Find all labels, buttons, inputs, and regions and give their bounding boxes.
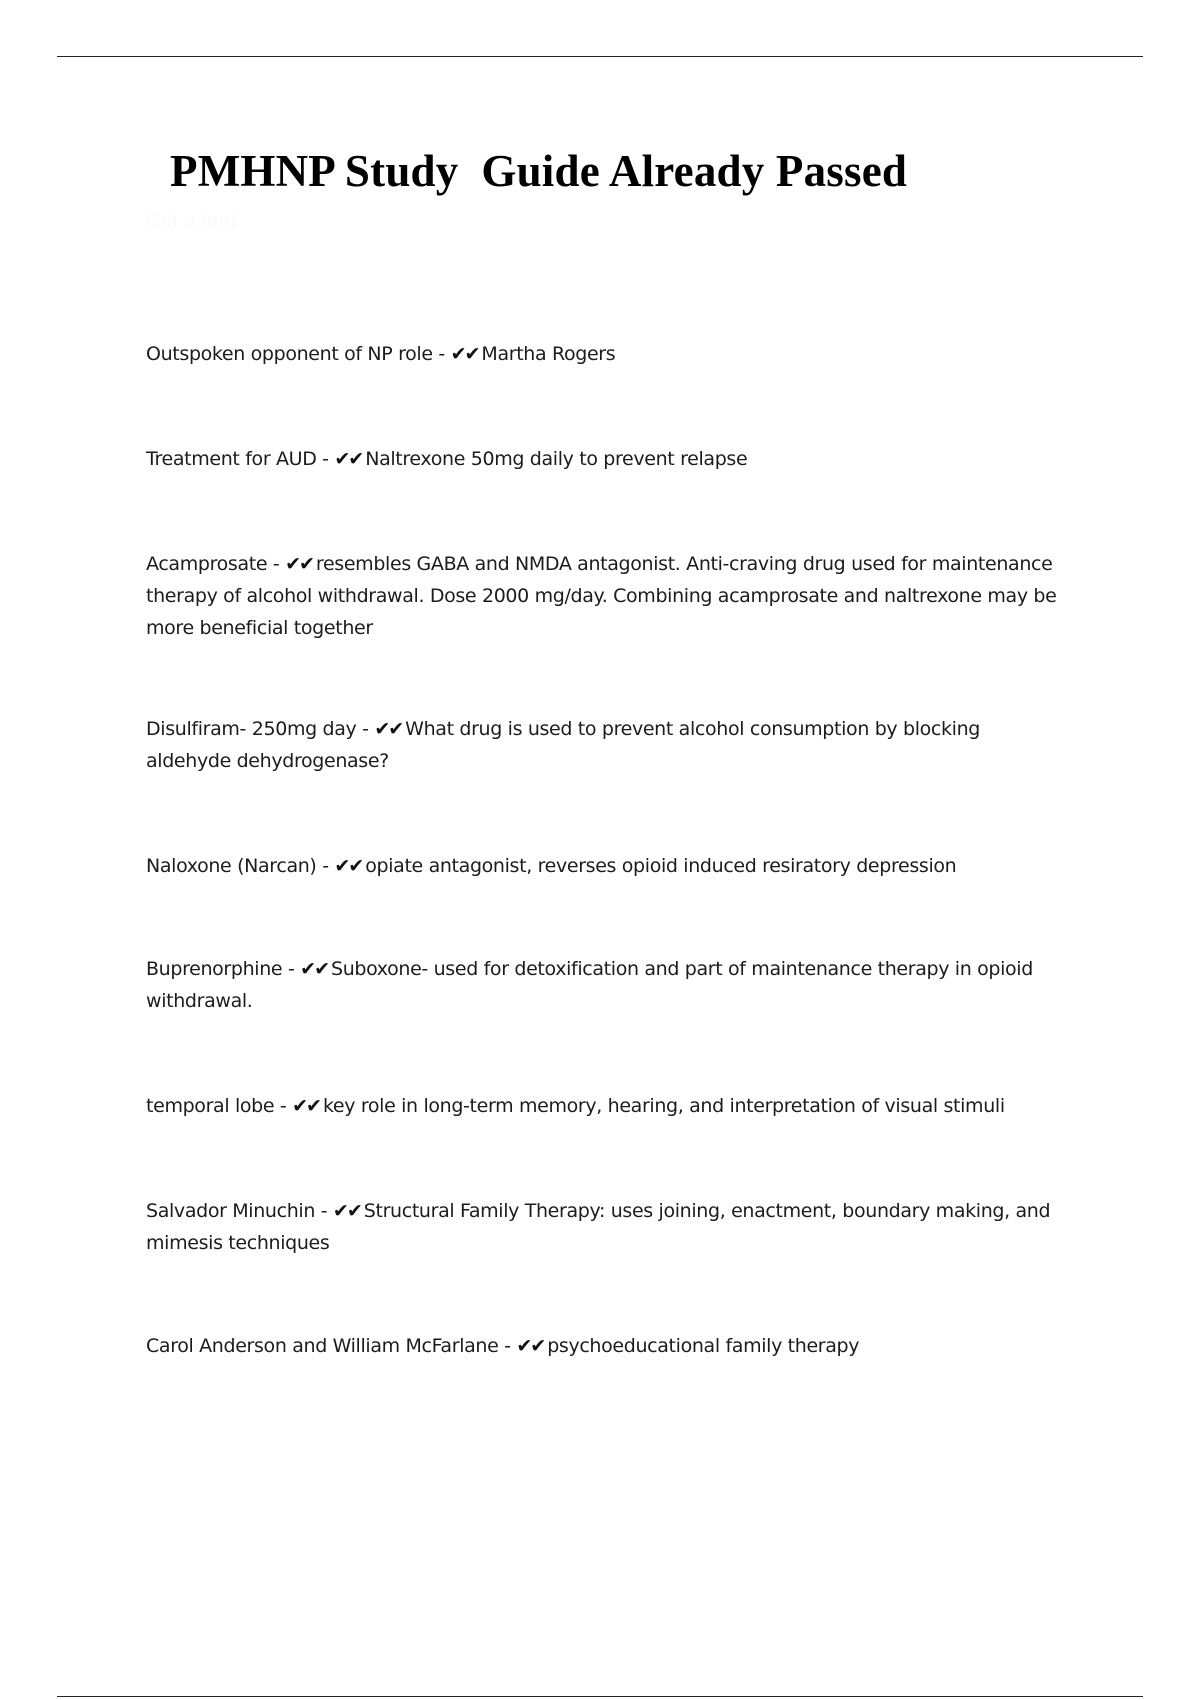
entry-answer: Structural Family Therapy: uses joining, enactment, boundary making, and mimesis techniques xyxy=(146,1200,1051,1254)
entry-answer: psychoeducational family therapy xyxy=(547,1335,860,1357)
entry-separator: - xyxy=(267,553,286,575)
checkmark-icon: ✔✔ xyxy=(516,1335,545,1357)
study-entry xyxy=(146,338,1066,370)
entry-term: Carol Anderson and William McFarlane xyxy=(146,1335,499,1357)
entry-separator: - xyxy=(356,718,375,740)
entry-separator: - xyxy=(315,1200,333,1222)
checkmark-icon: ✔✔ xyxy=(374,718,403,740)
checkmark-icon: ✔✔ xyxy=(292,1095,320,1117)
entry-term: Buprenorphine xyxy=(146,958,283,980)
checkmark-icon: ✔✔ xyxy=(332,1200,361,1222)
entry-separator: - xyxy=(316,855,335,877)
checkmark-icon: ✔✔ xyxy=(334,448,363,470)
entry-separator: - xyxy=(274,1095,293,1117)
study-entry xyxy=(146,1195,1066,1259)
entry-answer: Naltrexone 50mg daily to prevent relapse xyxy=(365,448,748,470)
entry-separator: - xyxy=(282,958,301,980)
entry-answer: Suboxone- used for detoxification and part of maintenance therapy in opioid withdrawal. xyxy=(146,958,1033,1012)
entry-answer: opiate antagonist, reverses opioid induced resiratory depression xyxy=(365,855,957,877)
entry-answer: Martha Rogers xyxy=(481,343,616,365)
entry-term: Naloxone (Narcan) xyxy=(146,855,317,877)
entry-term: temporal lobe xyxy=(146,1095,275,1117)
study-entry xyxy=(146,953,1066,1017)
entry-separator: - xyxy=(316,448,335,470)
document-title: PMHNP Study Guide Already Passed xyxy=(170,146,908,196)
study-entry xyxy=(146,1330,1066,1362)
entry-answer: resembles GABA and NMDA antagonist. Anti-craving drug used for maintenance therapy of alcohol withdrawal. Dose 2000 mg/day. Combining acamprosate and naltrexone may be more beneficial together xyxy=(146,553,1057,639)
entry-term: Acamprosate xyxy=(146,553,268,575)
study-entry xyxy=(146,443,1066,475)
checkmark-icon: ✔✔ xyxy=(285,553,313,575)
entry-answer: What drug is used to prevent alcohol consumption by blocking aldehyde dehydrogenase? xyxy=(146,718,980,772)
entry-answer: key role in long-term memory, hearing, and interpretation of visual stimuli xyxy=(322,1095,1005,1117)
study-entry xyxy=(146,1090,1066,1122)
entry-term: Disulfiram- 250mg day xyxy=(146,718,357,740)
entry-separator: - xyxy=(498,1335,517,1357)
entry-term: Outspoken opponent of NP role xyxy=(146,343,433,365)
checkmark-icon: ✔✔ xyxy=(450,343,479,365)
bottom-divider xyxy=(57,1696,1143,1697)
entry-term: Treatment for AUD xyxy=(146,448,317,470)
study-entry xyxy=(146,713,1066,777)
checkmark-icon: ✔✔ xyxy=(334,855,363,877)
study-entry xyxy=(146,850,1066,882)
entry-term: Salvador Minuchin xyxy=(146,1200,316,1222)
hint-text: Get a hint xyxy=(145,210,238,232)
entry-separator: - xyxy=(432,343,451,365)
top-divider xyxy=(57,56,1143,57)
study-entry xyxy=(146,548,1066,644)
checkmark-icon: ✔✔ xyxy=(300,958,328,980)
